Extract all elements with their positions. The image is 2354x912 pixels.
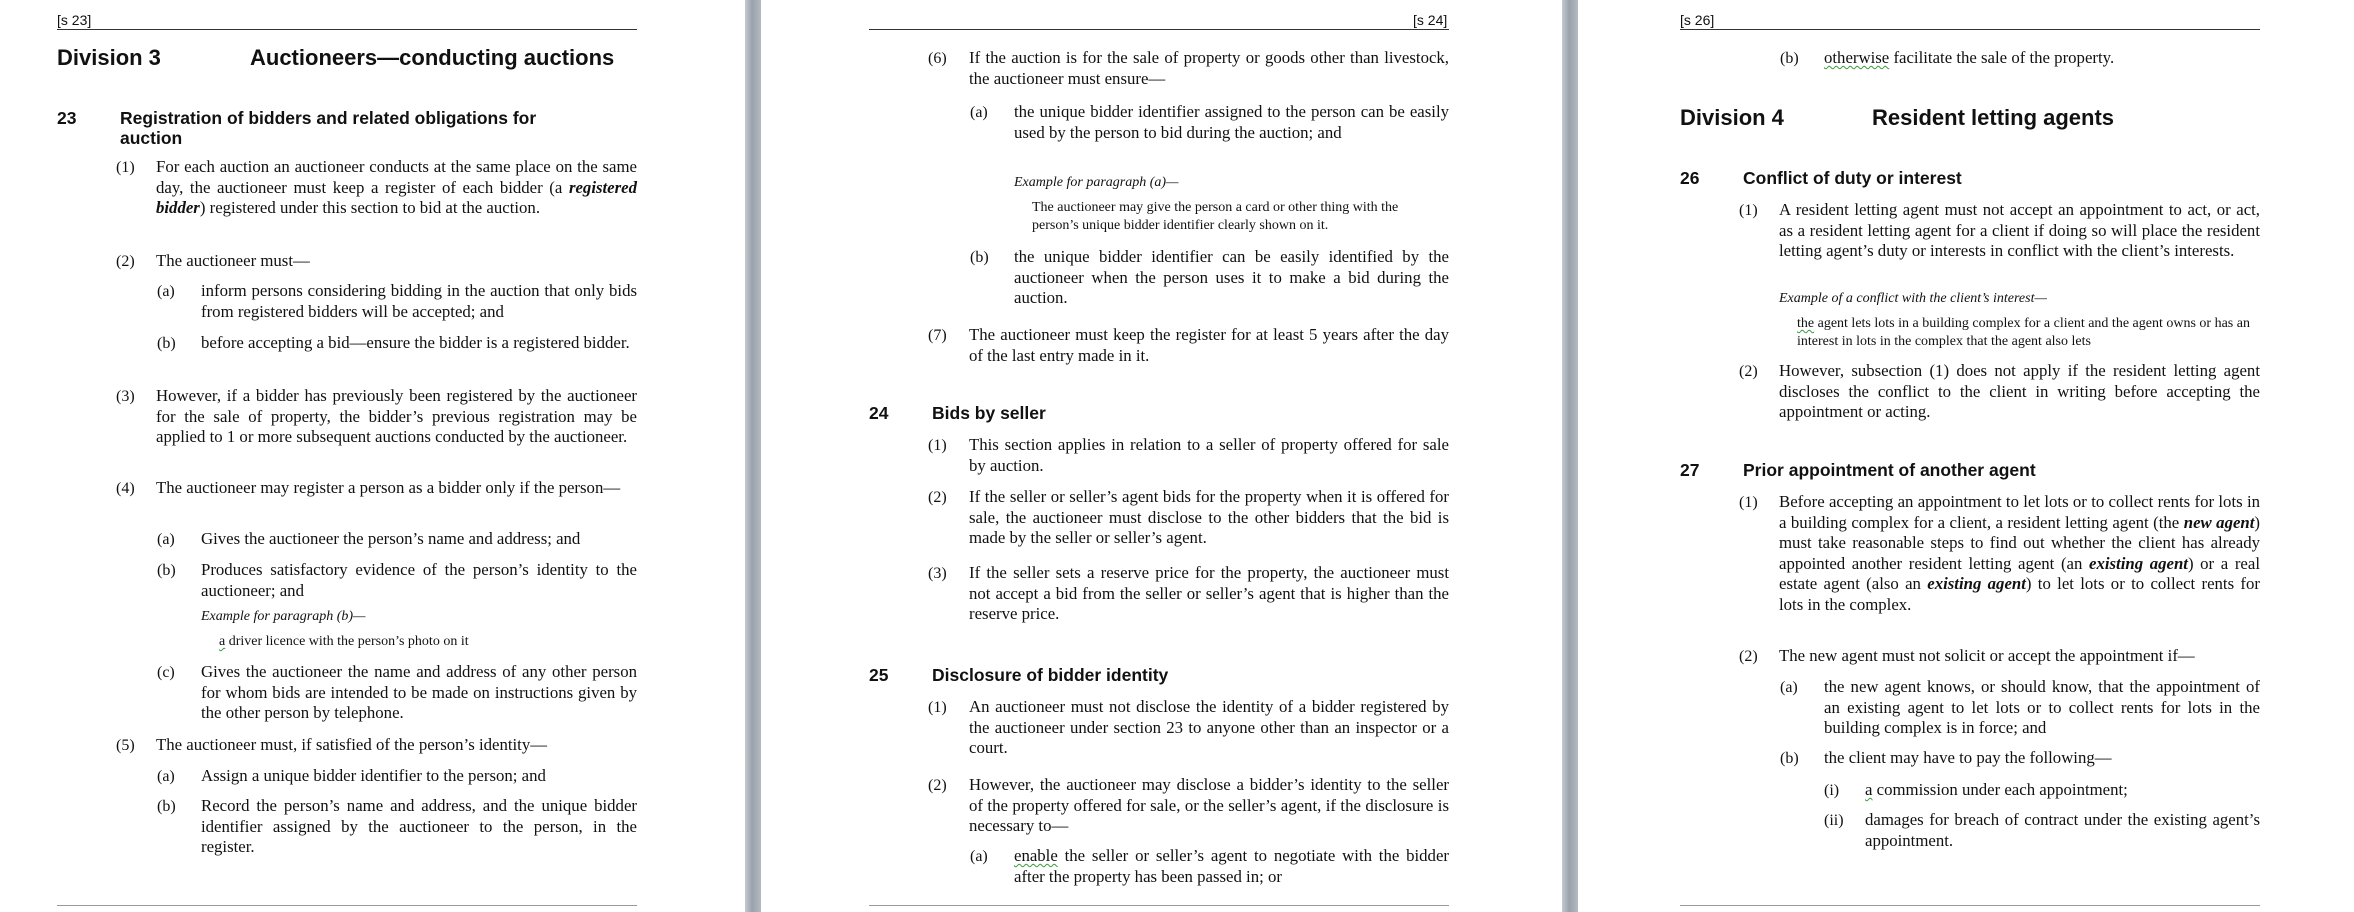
example-text: The auctioneer may give the person a card or other thing with the person’s unique bidder identifier clearly shown on it.: [1032, 200, 1399, 233]
example-text: the agent lets lots in a building complex for a client and the agent owns or has an interest in lots in the complex that the agent also lets: [1797, 316, 2250, 349]
page-1[interactable]: [0, 0, 745, 912]
subsection-label: (2): [1739, 363, 1758, 380]
paragraph-text: otherwise facilitate the sale of the property.: [1824, 48, 2115, 67]
subsection-label: (6): [928, 50, 947, 67]
subsection-label: (3): [928, 565, 947, 582]
paragraph-label: (a): [157, 768, 175, 785]
section-number: 23: [57, 108, 77, 128]
paragraph-label: (a): [970, 104, 988, 121]
paragraph-text: the unique bidder identifier assigned to the person can be easily used by the person to bid during the auction; and: [1014, 102, 1449, 142]
section-title: Prior appointment of another agent: [1743, 460, 2036, 480]
subsection-label: (1): [928, 437, 947, 454]
paragraph-text: the unique bidder identifier can be easily identified by the auctioneer when the person uses it to make a bid during the auction.: [1014, 247, 1449, 307]
paragraph-label: (a): [1780, 679, 1798, 696]
subparagraph-text: a commission under each appointment;: [1865, 780, 2128, 799]
section-number: 27: [1680, 460, 1700, 480]
paragraph-text: Assign a unique bidder identifier to the person; and: [201, 766, 546, 785]
footer-rule: [1680, 905, 2260, 906]
paragraph-text: before accepting a bid—ensure the bidder is a registered bidder.: [201, 333, 630, 352]
subsection-text: Before accepting an appointment to let lots or to collect rents for lots in a building complex for a client, a resident letting agent (the new agent) must take reasonable steps to find out whether the client has already appointed another resident letting agent (an existing agent) or a real estate agent (also an existing agent) to let lots or to collect rents for lots in the complex.: [1779, 492, 2260, 614]
page-header: [s 23]: [57, 12, 92, 28]
subsection-label: (2): [116, 253, 135, 270]
subsection-text: However, if a bidder has previously been registered by the auctioneer for the sale of property, the bidder’s previous registration may be applied to 1 or more subsequent auctions conducted by the auctioneer.: [156, 386, 637, 446]
page-header: [s 24]: [1413, 12, 1448, 28]
subsection-label: (3): [116, 388, 135, 405]
subsection-label: (1): [1739, 494, 1758, 511]
subsection-text: However, subsection (1) does not apply if the resident letting agent discloses the conflict to the client in writing before accepting the appointment or acting.: [1779, 361, 2260, 421]
subsection-label: (2): [928, 489, 947, 506]
subsection-text: The new agent must not solicit or accept the appointment if—: [1779, 646, 2195, 665]
division-label: Division 3: [57, 45, 161, 70]
subsection-label: (1): [1739, 202, 1758, 219]
example-heading: Example for paragraph (a)—: [1014, 175, 1179, 190]
paragraph-text: Record the person’s name and address, and the unique bidder identifier assigned by the auctioneer to the person, in the register.: [201, 796, 637, 856]
subsection-text: The auctioneer must keep the register for at least 5 years after the day of the last entry made in it.: [969, 325, 1449, 365]
subsection-text: If the seller or seller’s agent bids for the property when it is offered for sale, the auctioneer must disclose to the other bidders that the bid is made by the seller or seller’s agent.: [969, 487, 1449, 547]
footer-rule: [57, 905, 637, 906]
paragraph-text: the new agent knows, or should know, that the appointment of an existing agent to let lots or to collect rents for lots in the building complex is in force; and: [1824, 677, 2260, 737]
section-number: 25: [869, 665, 889, 685]
section-title: Disclosure of bidder identity: [932, 665, 1169, 685]
subsection-text: If the seller sets a reserve price for the property, the auctioneer must not accept a bid from the seller or seller’s agent that is higher than the reserve price.: [969, 563, 1449, 623]
subsection-label: (2): [928, 777, 947, 794]
header-rule: [57, 29, 637, 30]
page-gutter-right: [1562, 0, 1578, 912]
paragraph-label: (b): [157, 798, 176, 815]
subsection-text: For each auction an auctioneer conducts at the same place on the same day, the auctioneer must keep a register of each bidder (a registered bidder) registered under this section to bid at the auction.: [156, 157, 637, 217]
defined-term: existing agent: [2089, 553, 2188, 573]
paragraph-text: Gives the auctioneer the person’s name and address; and: [201, 529, 581, 548]
example-heading: Example for paragraph (b)—: [201, 609, 366, 624]
paragraph-text: Gives the auctioneer the name and address of any other person for whom bids are intended to be made on instructions given by the other person by telephone.: [201, 662, 637, 722]
paragraph-text: inform persons considering bidding in the auction that only bids from registered bidders will be accepted; and: [201, 281, 637, 321]
subsection-label: (4): [116, 480, 135, 497]
paragraph-text: Produces satisfactory evidence of the person’s identity to the auctioneer; and: [201, 560, 637, 600]
page-header: [s 26]: [1680, 12, 1715, 28]
defined-term: registered bidder: [156, 177, 637, 217]
paragraph-label: (b): [1780, 750, 1799, 767]
example-text: a driver licence with the person’s photo on it: [219, 634, 469, 649]
paragraph-label: (c): [157, 664, 175, 681]
paragraph-label: (a): [157, 531, 175, 548]
subsection-label: (1): [928, 699, 947, 716]
subsection-label: (7): [928, 327, 947, 344]
subparagraph-label: (ii): [1824, 812, 1844, 829]
paragraph-label: (b): [970, 249, 989, 266]
subsection-text: If the auction is for the sale of property or goods other than livestock, the auctioneer must ensure—: [969, 48, 1449, 88]
header-rule: [1680, 29, 2260, 30]
page-3[interactable]: [1578, 0, 2354, 912]
subsection-text: The auctioneer must, if satisfied of the person’s identity—: [156, 735, 547, 754]
section-title: Conflict of duty or interest: [1743, 168, 1962, 188]
page-2[interactable]: [761, 0, 1562, 912]
subsection-text: The auctioneer must—: [156, 251, 310, 270]
paragraph-label: (b): [1780, 50, 1799, 67]
paragraph-label: (b): [157, 335, 176, 352]
subsection-text: However, the auctioneer may disclose a bidder’s identity to the seller of the property offered for sale, or the seller’s agent, if the disclosure is necessary to—: [969, 775, 1449, 835]
header-rule: [869, 29, 1449, 30]
subsection-text: This section applies in relation to a seller of property offered for sale by auction.: [969, 435, 1449, 475]
division-title: Auctioneers—conducting auctions: [250, 45, 615, 70]
defined-term: new agent: [2183, 512, 2255, 532]
paragraph-text: the client may have to pay the following—: [1824, 748, 2112, 767]
division-title: Resident letting agents: [1872, 105, 2115, 130]
example-heading: Example of a conflict with the client’s interest—: [1779, 291, 2047, 306]
subparagraph-text: damages for breach of contract under the existing agent’s appointment.: [1865, 810, 2260, 850]
paragraph-label: (a): [970, 848, 988, 865]
subsection-text: The auctioneer may register a person as a bidder only if the person—: [156, 478, 621, 497]
section-title: Registration of bidders and related obligations for auction: [120, 108, 537, 148]
page-gutter-left: [745, 0, 761, 912]
subsection-label: (1): [116, 159, 135, 176]
section-title: Bids by seller: [932, 403, 1046, 423]
subsection-text: An auctioneer must not disclose the identity of a bidder registered by the auctioneer under section 23 to anyone other than an inspector or a court.: [969, 697, 1449, 757]
footer-rule: [869, 905, 1449, 906]
subsection-text: A resident letting agent must not accept an appointment to act, or act, as a resident letting agent for a client if doing so will place the resident letting agent’s duty or interests in conflict with the client’s interests.: [1779, 200, 2260, 260]
paragraph-label: (a): [157, 283, 175, 300]
defined-term: existing agent: [1927, 574, 2026, 593]
subparagraph-label: (i): [1824, 782, 1840, 799]
paragraph-label: (b): [157, 562, 176, 579]
section-number: 26: [1680, 168, 1700, 188]
subsection-label: (5): [116, 737, 135, 754]
section-number: 24: [869, 403, 889, 423]
subsection-label: (2): [1739, 648, 1758, 665]
paragraph-text: enable the seller or seller’s agent to negotiate with the bidder after the property has been passed in; or: [1014, 846, 1449, 886]
division-label: Division 4: [1680, 105, 1784, 130]
